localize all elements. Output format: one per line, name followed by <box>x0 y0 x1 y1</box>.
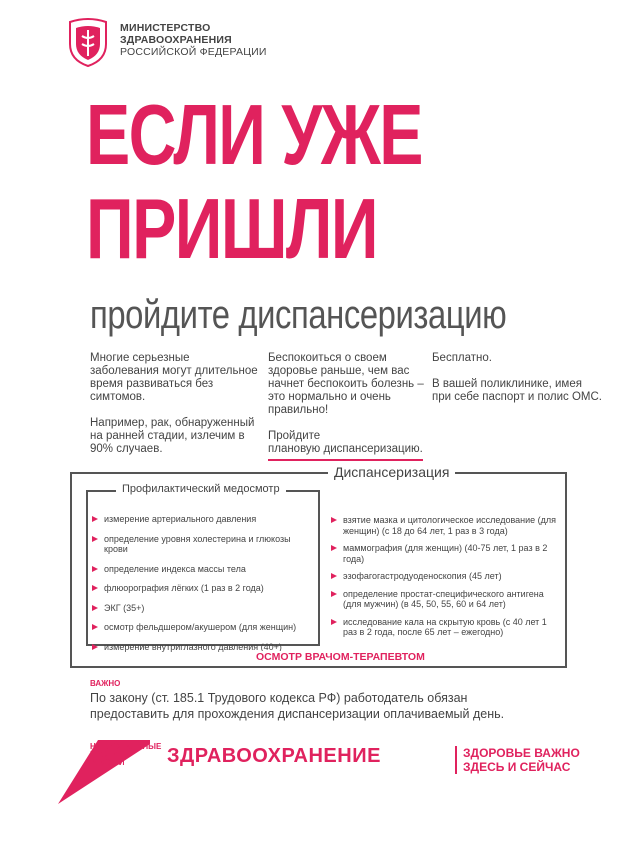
np-line-1: НАЦИОНАЛЬНЫЕ <box>90 742 162 751</box>
checkup-list <box>91 514 316 652</box>
project-name: ЗДРАВООХРАНЕНИЕ <box>167 745 381 767</box>
list-item: эзофагогастродуоденоскопия (45 лет) <box>330 571 562 582</box>
list-item: исследование кала на скрытую кровь (с 40 лет 1 раз в 2 года, после 65 лет – ежегодно) <box>330 617 562 638</box>
cta-line-2: плановую диспансеризацию. <box>268 443 423 455</box>
subheadline: пройдите диспансеризацию <box>90 293 507 337</box>
ministry-line-3: РОССИЙСКОЙ ФЕДЕРАЦИИ <box>120 46 267 58</box>
cta-line-1: Пройдите <box>268 430 321 442</box>
col1-paragraph-1: Многие серьезные заболевания могут длительное время развиваться без симтомов. <box>90 352 258 403</box>
col2-call-to-action <box>268 430 423 461</box>
column-symptoms <box>90 352 260 469</box>
np-line-2: ПРОЕКТЫ <box>90 750 131 759</box>
important-label: ВАЖНО <box>90 679 121 688</box>
column-free <box>432 352 602 417</box>
list-item: определение индекса массы тела <box>91 564 316 575</box>
col1-paragraph-2: Например, рак, обнаруженный на ранней стадии, излечим в 90% случаев. <box>90 417 255 455</box>
dispensary-list <box>330 515 562 638</box>
ministry-line-2: ЗДРАВООХРАНЕНИЯ <box>120 34 232 46</box>
important-text: По закону (ст. 185.1 Трудового кодекса РФ) работодатель обязан предоставить для прохождения диспансеризации оплачиваемый день. <box>90 691 505 721</box>
ministry-logo <box>66 18 267 68</box>
emblem-icon <box>66 18 110 68</box>
column-health <box>268 352 428 474</box>
headline-line-1: ЕСЛИ УЖЕ <box>86 88 422 183</box>
list-item: измерение артериального давления <box>91 514 316 525</box>
list-item: определение простат-специфического антигена (для мужчин) (в 45, 50, 55, 60 и 64 лет) <box>330 589 562 610</box>
list-item: определение уровня холестерина и глюкозы крови <box>91 534 316 555</box>
list-item: взятие мазка и цитологическое исследование (для женщин) (с 18 до 64 лет, 1 раз в 3 года) <box>330 515 562 536</box>
checkup-title: Профилактический медосмотр <box>116 483 286 495</box>
list-item: осмотр фельдшером/акушером (для женщин) <box>91 622 316 633</box>
list-item: маммография (для женщин) (40-75 лет, 1 раз в 2 года) <box>330 543 562 564</box>
slogan-line-1: ЗДОРОВЬЕ ВАЖНО <box>463 746 580 760</box>
national-projects-text <box>90 743 161 767</box>
headline-line-2: ПРИШЛИ <box>86 182 377 277</box>
dispensary-title: Диспансеризация <box>328 464 455 480</box>
slogan <box>455 746 580 774</box>
col3-paragraph-2: В вашей поликлинике, имея при себе паспорт и полис ОМС. <box>432 378 603 403</box>
list-item: измерение внутриглазного давления (40+) <box>91 642 316 653</box>
slogan-line-2: ЗДЕСЬ И СЕЙЧАС <box>463 760 571 774</box>
np-line-3: РОССИИ <box>90 758 125 767</box>
list-item: ЭКГ (35+) <box>91 603 316 614</box>
col3-paragraph-1: Бесплатно. <box>432 352 492 364</box>
ministry-line-1: МИНИСТЕРСТВО <box>120 22 211 34</box>
therapist-tag: ОСМОТР ВРАЧОМ-ТЕРАПЕВТОМ <box>250 651 431 663</box>
col2-paragraph-1: Беспокоиться о своем здоровье раньше, чем вас начнет беспокоить болезнь – это нормально и очень правильно! <box>268 352 424 416</box>
list-item: флюорография лёгких (1 раз в 2 года) <box>91 583 316 594</box>
